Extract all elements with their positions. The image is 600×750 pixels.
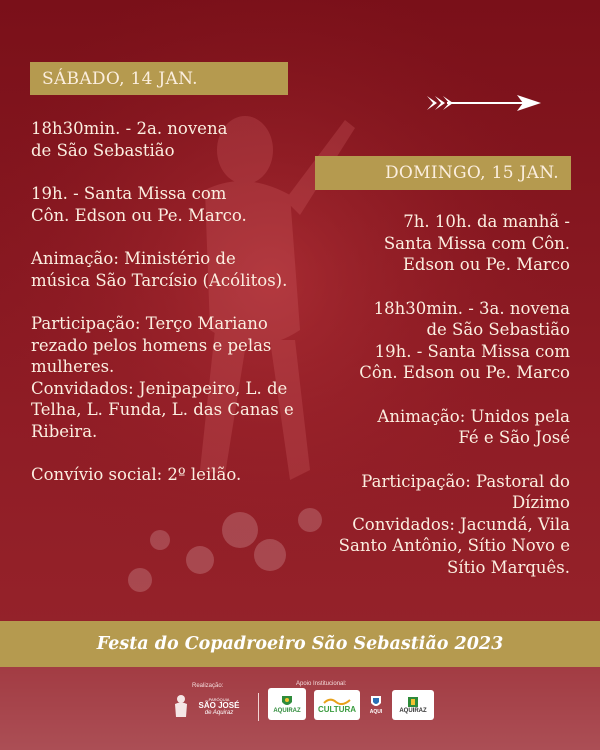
event-title: Festa do Copadroeiro São Sebastião 2023: [96, 634, 504, 654]
city-crest-icon: [280, 694, 294, 708]
aqui-logo: [364, 690, 388, 720]
arrow-right-icon: [427, 92, 541, 114]
saturday-heading: [30, 62, 288, 95]
saturday-heading-text: SÁBADO, 14 JAN.: [42, 68, 198, 89]
sunday-item: 7h. 10h. da manhã - Santa Missa com Côn. Edson ou Pe. Marco: [383, 212, 570, 274]
aquiraz-logo-text: AQUIRAZ: [399, 708, 427, 714]
sunday-item: Animação: Unidos pela Fé e São José: [377, 406, 570, 447]
parish-logo-small: PARÓQUIA: [208, 697, 230, 702]
saturday-item: Participação: Terço Mariano rezado pelos homens e pelas mulheres.: [31, 314, 272, 376]
saturday-item: Animação: Ministério de música São Tarcísio (Acólitos).: [31, 249, 288, 290]
saturday-item: Convívio social: 2º leilão.: [31, 465, 242, 484]
aquiraz-crest-icon: [407, 696, 419, 708]
saturday-schedule: [31, 118, 331, 486]
realizacao-label: Realização:: [192, 683, 224, 689]
prefeitura-logo: [268, 688, 306, 720]
sunday-schedule: [318, 211, 570, 578]
aqui-shield-icon: [369, 695, 383, 709]
event-title-banner: [0, 621, 600, 667]
sunday-heading-text: DOMINGO, 15 JAN.: [384, 163, 559, 183]
sunday-item: 18h30min. - 3a. novena de São Sebastião: [373, 298, 570, 339]
sunday-item: Participação: Pastoral do Dízimo: [361, 471, 570, 512]
saturday-item: Convidados: Jenipapeiro, L. de Telha, L. Funda, L. das Canas e Ribeira.: [31, 378, 294, 441]
aquiraz-logo: [392, 690, 434, 720]
cultura-logo-text: CULTURA: [317, 704, 357, 714]
parish-logo-name: SÃO JOSÉ: [198, 701, 240, 710]
prefeitura-logo-text: AQUIRAZ: [273, 708, 301, 714]
saturday-item: 19h. - Santa Missa com Côn. Edson ou Pe. Marco.: [31, 184, 247, 225]
apoio-label: Apoio Institucional:: [296, 681, 347, 687]
cultura-logo: [314, 690, 360, 720]
cultura-swirl-icon: [322, 697, 352, 705]
sunday-heading: [315, 156, 571, 190]
footer-divider: [258, 693, 259, 721]
parish-logo-city: de Aquiraz: [204, 710, 234, 716]
aqui-logo-text: AQUI: [369, 709, 383, 715]
parish-emblem-icon: [172, 694, 190, 718]
sunday-item: Convidados: Jacundá, Vila Santo Antônio, Sítio Novo e Sítio Marquês.: [338, 514, 570, 577]
sunday-item: 19h. - Santa Missa com Côn. Edson ou Pe. Marco: [359, 341, 570, 382]
parish-logo: [170, 692, 250, 722]
saturday-item: 18h30min. - 2a. novena de São Sebastião: [31, 119, 228, 160]
